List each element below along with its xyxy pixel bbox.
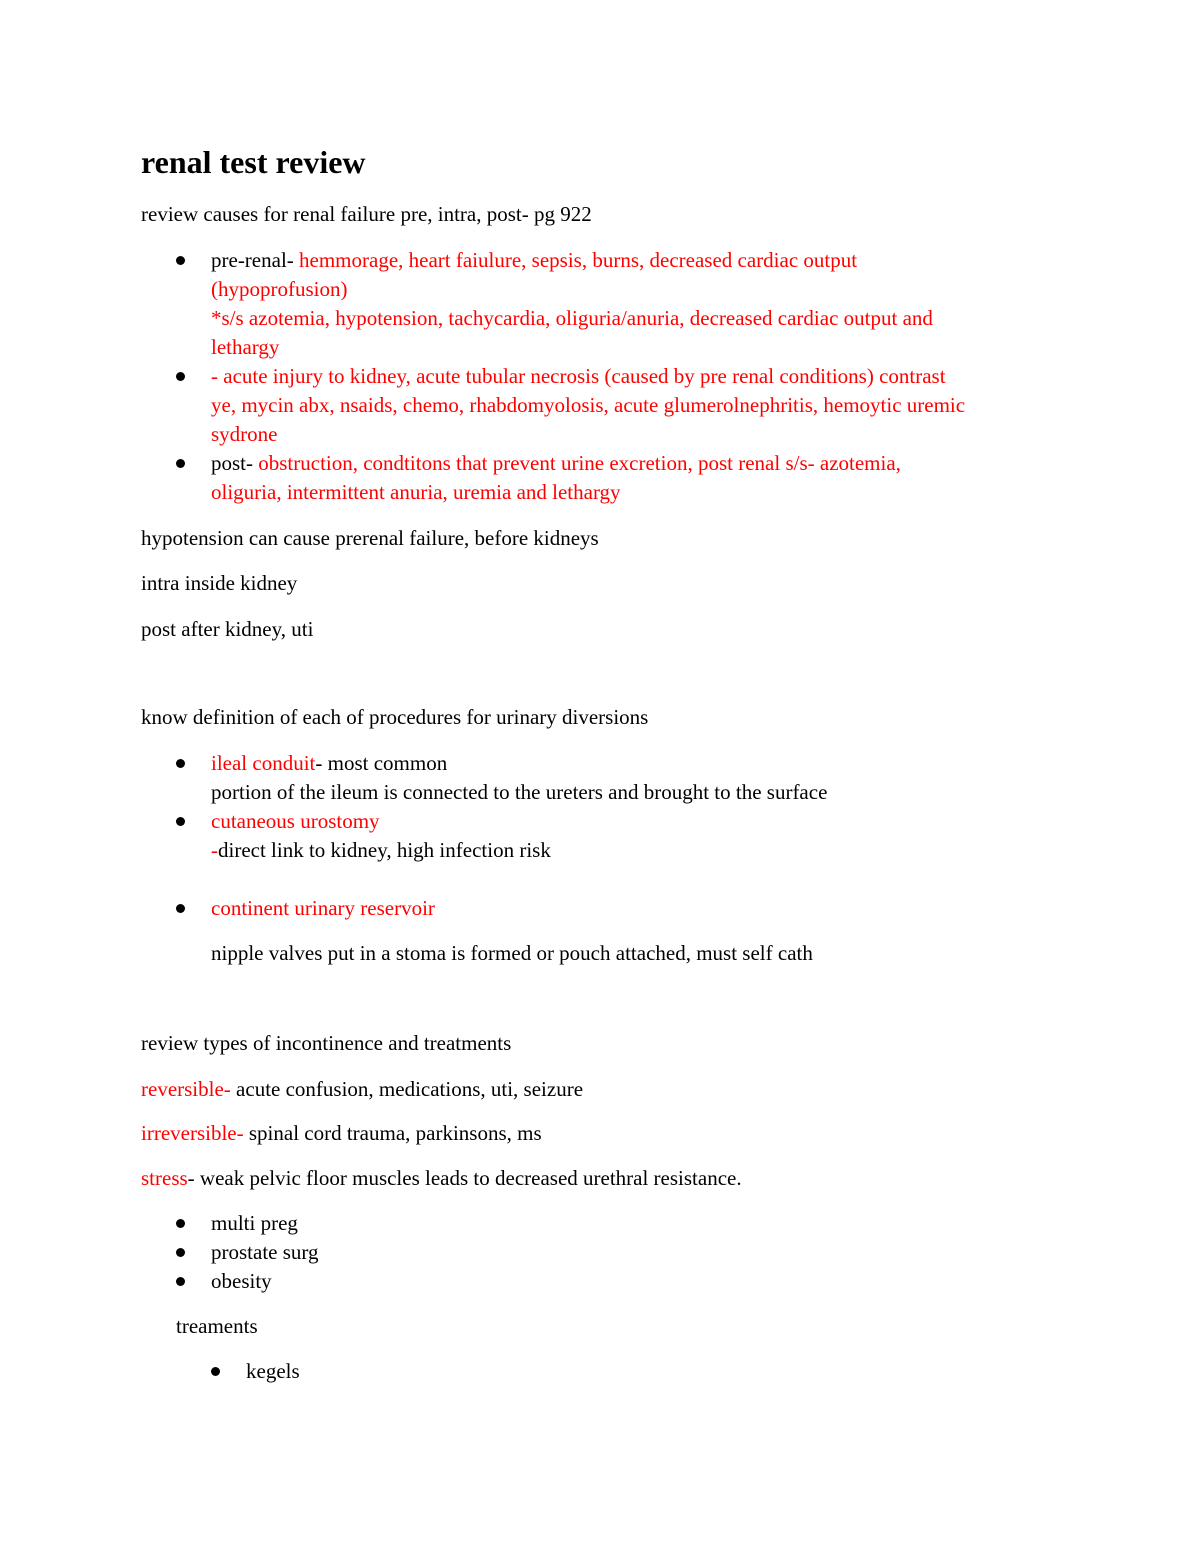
bullet-icon	[211, 1367, 220, 1376]
item-text: lethargy	[211, 335, 280, 359]
item-text: prostate surg	[211, 1240, 319, 1264]
type-desc: spinal cord trauma, parkinsons, ms	[243, 1121, 542, 1145]
item-text: obesity	[211, 1269, 272, 1293]
bullet-icon	[176, 372, 185, 381]
list-item	[141, 449, 1141, 507]
incontinence-type	[141, 1119, 542, 1148]
item-text: (hypoprofusion)	[211, 277, 348, 301]
item-text: sydrone	[211, 422, 278, 446]
note-line: intra inside kidney	[141, 571, 298, 595]
type-term: stress	[141, 1166, 188, 1190]
list-item	[141, 1238, 1141, 1267]
note-line: hypotension can cause prerenal failure, before kidneys	[141, 526, 599, 550]
bullet-icon	[176, 817, 185, 826]
stress-causes-list	[141, 1209, 1141, 1296]
item-text: - acute injury to kidney, acute tubular necrosis (caused by pre renal conditions) contrast	[211, 364, 946, 388]
type-desc: - weak pelvic floor muscles leads to decreased urethral resistance.	[187, 1166, 742, 1190]
item-desc: portion of the ileum is connected to the ureters and brought to the surface	[211, 780, 828, 804]
item-dash: -	[211, 838, 218, 862]
page-title: renal test review	[141, 144, 366, 180]
item-text: multi preg	[211, 1211, 298, 1235]
bullet-icon	[176, 904, 185, 913]
bullet-icon	[176, 1248, 185, 1257]
item-desc: nipple valves put in a stoma is formed or pouch attached, must self cath	[211, 941, 813, 965]
item-text: oliguria, intermittent anuria, uremia and lethargy	[211, 480, 621, 504]
incontinence-type	[141, 1164, 742, 1193]
bullet-icon	[176, 1277, 185, 1286]
treatments-list	[176, 1357, 1076, 1386]
item-text: - most common	[315, 751, 448, 775]
item-term: continent urinary reservoir	[211, 896, 435, 920]
item-text: obstruction, condtitons that prevent urine excretion, post renal s/s- azotemia,	[258, 451, 901, 475]
type-term: irreversible-	[141, 1121, 244, 1145]
diversion-list	[141, 749, 1141, 865]
bullet-icon	[176, 1219, 185, 1228]
bullet-icon	[176, 759, 185, 768]
list-item	[141, 362, 1141, 449]
note-line: post after kidney, uti	[141, 617, 314, 641]
item-text: ye, mycin abx, nsaids, chemo, rhabdomyolosis, acute glumerolnephritis, hemoytic uremic	[211, 393, 966, 417]
treatments-label: treaments	[176, 1314, 258, 1338]
item-text: hemmorage, heart faiulure, sepsis, burns, decreased cardiac output	[299, 248, 858, 272]
incontinence-type	[141, 1075, 583, 1104]
type-term: reversible-	[141, 1077, 231, 1101]
item-text: kegels	[246, 1359, 300, 1383]
diversion-list-continued	[141, 894, 1141, 968]
renal-failure-list	[141, 246, 1141, 507]
list-item	[141, 807, 1141, 865]
section2-heading: know definition of each of procedures for urinary diversions	[141, 705, 649, 729]
item-desc: direct link to kidney, high infection risk	[218, 838, 551, 862]
bullet-icon	[176, 459, 185, 468]
list-item	[141, 246, 1141, 362]
list-item	[176, 1357, 1076, 1386]
section1-heading: review causes for renal failure pre, intra, post- pg 922	[141, 202, 592, 226]
list-item	[141, 1209, 1141, 1238]
section3-heading: review types of incontinence and treatments	[141, 1031, 512, 1055]
type-desc: acute confusion, medications, uti, seizure	[230, 1077, 584, 1101]
item-term: cutaneous urostomy	[211, 809, 380, 833]
item-prefix: pre-renal-	[211, 248, 300, 272]
item-text: *s/s azotemia, hypotension, tachycardia, oliguria/anuria, decreased cardiac output and	[211, 306, 933, 330]
item-prefix: post-	[211, 451, 259, 475]
item-term: ileal conduit	[211, 751, 316, 775]
list-item	[141, 749, 1141, 807]
bullet-icon	[176, 256, 185, 265]
list-item	[141, 1267, 1141, 1296]
list-item	[141, 894, 1141, 968]
